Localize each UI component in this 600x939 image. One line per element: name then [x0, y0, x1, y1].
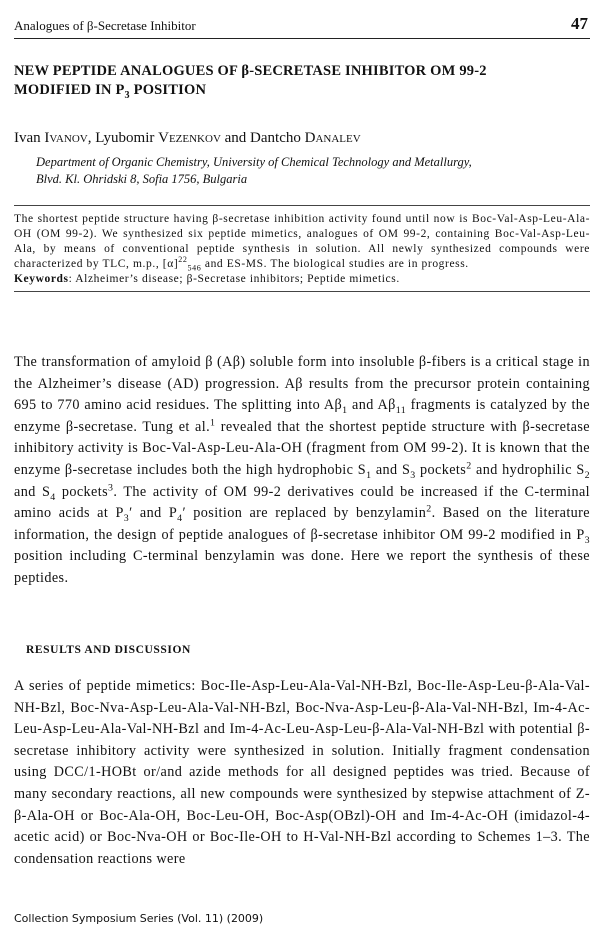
abstract-text: The shortest peptide structure having β-secretase inhibition activity found until now is Boc-Val-Asp-Leu-Ala-OH (OM 99-2). We synthesized six peptide mimetics, analogues of OM 99-2, containing Boc-Val-Asp-Leu-Ala, by means of conventional peptide synthesis in solution. All newly synthesized compounds were characterized by TLC, m.p., $[\alpha]^{22}_{546}$ and ES-MS. The biological studies are in progress.: [14, 213, 590, 273]
running-title: Analogues of β-Secretase Inhibitor: [14, 18, 196, 33]
running-header: [14, 16, 590, 39]
section-heading: RESULTS AND DISCUSSION: [26, 644, 191, 656]
introduction: [14, 352, 590, 590]
results-section: [14, 676, 590, 870]
abstract-box: [14, 205, 590, 292]
page-footer: Collection Symposium Series (Vol. 11) (2009): [14, 912, 264, 925]
page-number: 47: [571, 14, 588, 33]
author-list: Ivan Ivanov, Lyubomir Vezenkov and Dantcho Danalev: [14, 130, 361, 146]
article-title: [14, 62, 590, 100]
keywords: Keywords: Alzheimer’s disease; β-Secretase inhibitors; Peptide mimetics.: [14, 273, 400, 285]
results-paragraph: A series of peptide mimetics: Boc-Ile-Asp-Leu-Ala-Val-NH-Bzl, Boc-Ile-Asp-Leu-β-Ala-Val-NH-Bzl, Boc-Nva-Asp-Leu-Ala-Val-NH-Bzl, Boc-Nva-Asp-Leu-β-Ala-Val-NH-Bzl, Im-4-Ac-Leu-Asp-Leu-Ala-Val-NH-Bzl and Im-4-Ac-Leu-Asp-Leu-β-Ala-Val-NH-Bzl with potential β-secretase inhibitory activity were synthesized in solution. Initially fragment condensation using DCC/1-HOBt or/and azide methods for all designed peptides was tried. Because of many secondary reactions, all new compounds were synthesized by stepwise attachment of Z-β-Ala-OH or Boc-Ala-OH, Boc-Leu-OH, Boc-Asp(OBzl)-OH and Im-4-Ac-OH (imidazol-4-acetic acid) or Boc-Nva-OH or Boc-Ile-OH to H-Val-NH-Bzl according to Schemes 1–3. The condensation reactions were: [14, 678, 590, 867]
intro-paragraph: The transformation of amyloid β (Aβ) soluble form into insoluble β-fibers is a critical stage in the Alzheimer’s disease (AD) progression. Aβ results from the precursor protein containing 695 to 770 amino acid residues. The splitting into $A\beta_1$ and $A\beta_{11}$ fragments is catalyzed by the enzyme β-secretase. Tung et al.$^1$ revealed that the shortest peptide structure with β-secretase inhibitory activity is Boc-Val-Asp-Leu-Ala-OH (fragment from OM 99-2). It is known that the enzyme β-secretase includes both the high hydrophobic $S_1$ and $S_3$ pockets$^2$ and hydrophilic $S_2$ and $S_4$ pockets$^3$. The activity of OM 99-2 derivatives could be increased if the C-terminal amino acids at $P_3'$ and $P_4'$ position are replaced by benzylamin$^2$. Based on the literature information, the design of peptide analogues of β-secretase inhibitor OM 99-2 modified in $P_3$ position including C-terminal benzylamin was done. Here we report the synthesis of these peptides.: [14, 354, 591, 586]
title-line-1: NEW PEPTIDE ANALOGUES OF β-SECRETASE INHIBITOR OM 99-2: [14, 63, 487, 79]
title-line-2: MODIFIED IN $P_3$ POSITION: [14, 82, 207, 101]
affiliation: Department of Organic Chemistry, University of Chemical Technology and Metallurgy, Blvd. Kl. Ohridski 8, Sofia 1756, Bulgaria: [36, 155, 472, 186]
